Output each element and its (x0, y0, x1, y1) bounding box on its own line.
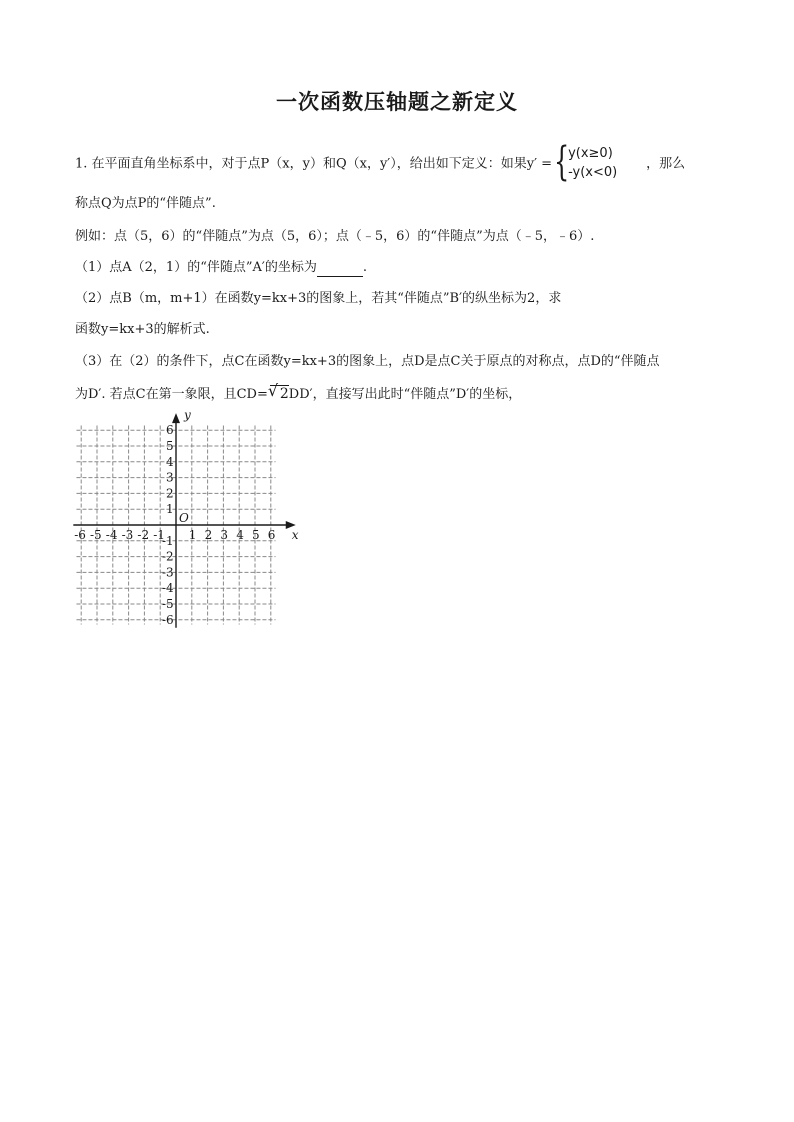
definition-text: 1. 在平面直角坐标系中，对于点P（x，y）和Q（x，y′），给出如下定义：如果y′ = (75, 156, 553, 172)
y-tick-label: 6 (166, 423, 174, 438)
x-tick-label: -4 (105, 528, 118, 542)
x-axis-label: x (291, 528, 299, 542)
y-tick-label: -2 (162, 549, 174, 564)
x-tick-label: 4 (236, 528, 244, 542)
x-tick-label: -6 (74, 528, 86, 542)
y-tick-label: -5 (162, 597, 174, 611)
page-title: 一次函数压轴题之新定义 (276, 90, 518, 114)
question-1 (75, 259, 367, 277)
x-tick-label: 5 (252, 528, 260, 542)
y-tick-label: -6 (162, 612, 174, 627)
answer-blank (317, 262, 363, 277)
question-1-end: . (362, 260, 367, 275)
question-2-line-1: （2）点B（m，m+1）在函数y=kx+3的图象上，若其“伴随点”B′的纵坐标为2，求 (75, 291, 562, 306)
definition-text-end: ，那么 (646, 156, 686, 172)
question-3-line-2 (75, 385, 521, 404)
question-3-end: DD′，直接写出此时“伴随点”D′的坐标， (288, 387, 522, 402)
x-tick-label: 3 (220, 528, 229, 542)
example-line: 例如：点（5，6）的“伴随点”为点（5，6）；点（﹣5，6）的“伴随点”为点（﹣5，﹣6）. (75, 229, 595, 244)
y-axis-arrow-icon (172, 413, 180, 423)
x-tick-label: -5 (90, 528, 102, 542)
x-tick-label: -1 (153, 528, 165, 542)
piecewise-definition (554, 139, 644, 185)
x-tick-label: 1 (188, 528, 197, 542)
piecewise-case-negative: -y(x<0) (568, 165, 618, 180)
problem-line-2: 称点Q为点P的“伴随点”. (75, 196, 216, 211)
x-tick-label: -2 (137, 528, 150, 542)
y-tick-label: -3 (162, 565, 174, 580)
y-tick-label: -1 (162, 533, 174, 548)
y-tick-label: -4 (162, 581, 174, 596)
y-tick-label: 3 (166, 470, 174, 485)
question-3-text: 为D′. 若点C在第一象限，且CD= (75, 387, 268, 402)
problem-line-1 (75, 139, 686, 185)
question-1-text: （1）点A（2，1）的“伴随点”A′的坐标为 (75, 260, 317, 275)
x-tick-label: 2 (204, 528, 213, 542)
x-tick-label: 6 (267, 528, 276, 542)
y-tick-label: 5 (166, 439, 174, 453)
question-2-line-2: 函数y=kx+3的解析式. (75, 322, 210, 337)
y-tick-label: 1 (166, 502, 174, 517)
sqrt-symbol: √ 2 (270, 385, 289, 402)
x-tick-label: -3 (121, 528, 134, 542)
y-axis-label: y (184, 408, 191, 423)
piecewise-case-nonnegative: y(x≥0) (568, 146, 613, 161)
coordinate-grid (72, 408, 302, 633)
question-3-line-1: （3）在（2）的条件下，点C在函数y=kx+3的图象上，点D是点C关于原点的对称点，点D的“伴随点 (75, 354, 660, 369)
y-tick-label: 4 (166, 454, 174, 469)
y-tick-label: 2 (166, 486, 174, 501)
origin-label: O (179, 511, 189, 525)
left-brace: { (554, 139, 570, 185)
